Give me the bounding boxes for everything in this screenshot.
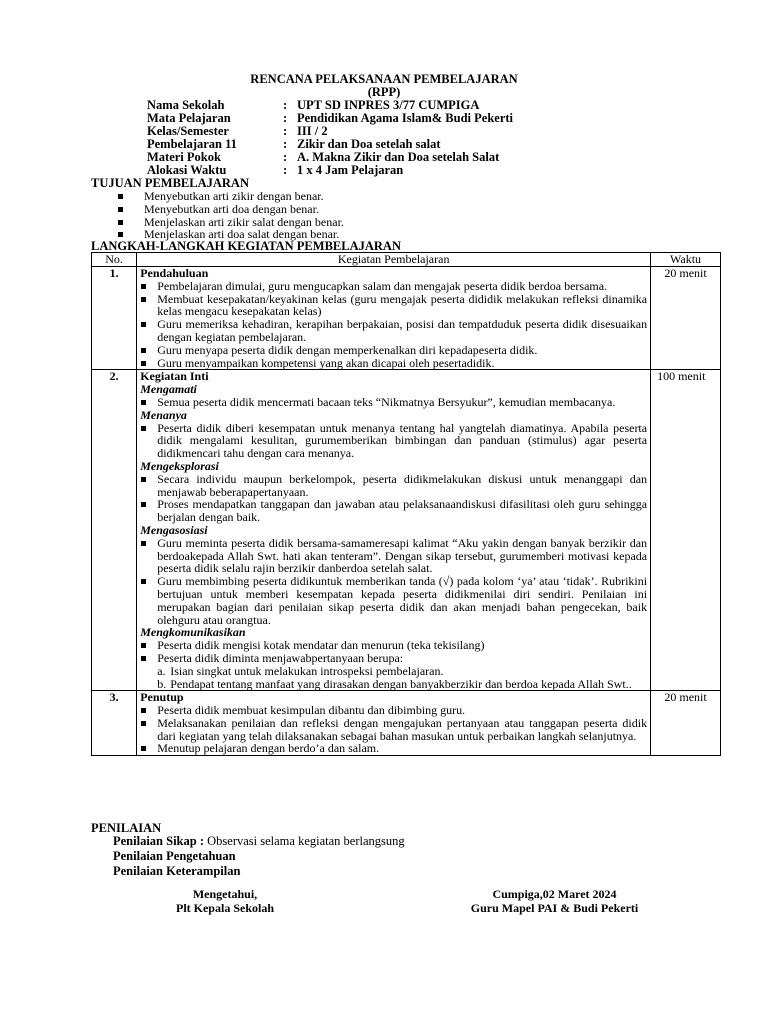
list-item-text: Guru membimbing peserta didikuntuk memberikan tanda (√) pada kolom ‘ya’ atau ‘tidak’. Rubrikini bertujuan untuk memberi kesempatan kepada peserta didikmenilai diri sendiri. Penilaian ini merupakan bagian dari penilaian sikap peserta didik dan akan menjadi bahan pengecekan, baik olehguru atau orangtua. (157, 574, 648, 627)
bullet-square-icon (141, 656, 146, 661)
row-kegiatan (137, 267, 651, 370)
bullet-square-icon (141, 502, 146, 507)
penilaian-block (113, 834, 405, 879)
row-number: 3. (92, 691, 137, 756)
list-item-text: Membuat kesepakatan/keyakinan kelas (guru mengajak peserta dididik melakukan refleksi dinamika kelas mengacu kesepakatan kelas) (157, 291, 648, 319)
row-waktu: 20 menit (651, 691, 721, 756)
identity-value: Pendidikan Agama Islam& Budi Pekerti (297, 111, 513, 125)
identity-label: Alokasi Waktu (147, 163, 227, 177)
penilaian-pengetahuan: Penilaian Pengetahuan (113, 849, 236, 863)
list-item-text: Menyebutkan arti doa dengan benar. (144, 201, 319, 216)
bullet-square-icon (118, 207, 123, 212)
list-item (140, 498, 647, 524)
bullet-square-icon (141, 297, 146, 302)
list-item-text: Melaksanakan penilaian dan refleksi dengan mengajukan pertanyaan atau tanggapan peserta didik dari kegiatan yang telah dilaksanakan sebagai bahan masukan untuk perbaikan langkah selanjutnya. (157, 715, 648, 743)
identity-value: Zikir dan Doa setelah salat (297, 137, 441, 151)
identity-label: Materi Pokok (147, 150, 221, 164)
list-item (140, 678, 647, 691)
list-item-text: Menyebutkan arti zikir dengan benar. (144, 189, 324, 203)
list-item-text: Menjelaskan arti doa salat dengan benar. (144, 227, 340, 242)
activity-list (140, 639, 647, 665)
row-waktu: 100 menit (651, 370, 721, 691)
answer-type-list (140, 665, 647, 691)
list-item-text: Peserta didik diberi kesempatan untuk menanya tentang hal yangtelah diamatinya. Apabila peserta didik mengalami kesulitan, gurumemberikan bimbingan dan panduan (stimulus) agar peserta didikmencari tahu dengan cara menanya. (157, 420, 648, 461)
penilaian-keterampilan: Penilaian Keterampilan (113, 864, 241, 878)
list-item-text: Secara individu maupun berkelompok, peserta didikmelakukan diskusi untuk menanggapi dan menjawab beberapapertanyaan. (157, 471, 648, 499)
bullet-square-icon (141, 322, 146, 327)
activity-list (140, 422, 647, 460)
list-item (140, 318, 647, 344)
identity-value: UPT SD INPRES 3/77 CUMPIGA (297, 98, 480, 112)
penilaian-sikap (113, 834, 405, 849)
list-item (140, 357, 647, 370)
list-item-text: Guru menyampaikan kompetensi yang akan dicapai oleh pesertadidik. (157, 355, 495, 370)
row-waktu: 20 menit (651, 267, 721, 370)
identity-block (147, 99, 513, 177)
signature-right-line2: Guru Mapel PAI & Budi Pekerti (470, 901, 639, 915)
bullet-square-icon (141, 579, 146, 584)
list-item-text: Pendapat tentang manfaat yang dirasakan dengan banyakberzikir dan berdoa kepada Allah Swt.. (170, 676, 632, 691)
identity-label: Kelas/Semester (147, 124, 229, 138)
list-item-text: Guru meminta peserta didik bersama-samameresapi kalimat “Aku yakin dengan banyak berzikir dan berdoakepada Allah Swt. hati akan tenteram”. Dengan sikap tersebut, gurumemberi motivasi kepada peserta didik selalu rajin berzikir danberdoa setelah salat. (157, 535, 648, 576)
subsection-mengamati: Mengamati (140, 382, 197, 397)
row-number: 2. (92, 370, 137, 691)
kegiatan-table (91, 252, 721, 756)
bullet-square-icon (141, 746, 146, 751)
bullet-square-icon (141, 426, 146, 431)
bullet-square-icon (141, 708, 146, 713)
identity-separator: : (283, 163, 288, 177)
penilaian-sikap-label: Penilaian Sikap : (113, 834, 204, 848)
list-marker: a. (157, 663, 166, 678)
list-item-text: Pembelajaran dimulai, guru mengucapkan salam dan mengajak peserta didik berdoa bersama. (157, 278, 608, 293)
bullet-square-icon (141, 361, 146, 366)
bullet-square-icon (141, 348, 146, 353)
activity-list (140, 537, 647, 627)
list-item (140, 473, 647, 499)
section-title: Penutup (140, 690, 184, 705)
row-kegiatan (137, 691, 651, 756)
bullet-square-icon (141, 643, 146, 648)
langkah-heading: LANGKAH-LANGKAH KEGIATAN PEMBELAJARAN (91, 239, 401, 253)
row-kegiatan (137, 370, 651, 691)
penilaian-heading: PENILAIAN (91, 821, 162, 835)
list-item (140, 422, 647, 460)
list-item (140, 537, 647, 575)
list-item-text: Proses mendapatkan tanggapan dan jawaban atau pelaksanaandiskusi difasilitasi oleh guru sehingga berjalan dengan baik. (157, 497, 648, 525)
list-item (140, 742, 647, 755)
identity-value: 1 x 4 Jam Pelajaran (297, 163, 404, 177)
identity-label: Mata Pelajaran (147, 111, 231, 125)
section-title: Pendahuluan (140, 266, 209, 280)
identity-separator: : (283, 137, 288, 151)
identity-value: A. Makna Zikir dan Doa setelah Salat (297, 150, 500, 164)
list-item-text: Menutup pelajaran dengan berdo’a dan salam. (157, 741, 380, 756)
subsection-mengasosiasi: Mengasosiasi (140, 522, 208, 537)
identity-label: Pembelajaran 11 (147, 137, 237, 151)
identity-value: III / 2 (297, 124, 328, 138)
bullet-square-icon (118, 194, 123, 199)
bullet-square-icon (141, 721, 146, 726)
subsection-menanya: Menanya (140, 407, 187, 422)
list-item-text: Peserta didik membuat kesimpulan dibantu dan dibimbing guru. (157, 703, 466, 718)
subsection-mengeksplorasi: Mengeksplorasi (140, 458, 219, 473)
list-marker: b. (157, 676, 167, 691)
signature-left-line1: Mengetahui, (192, 887, 258, 901)
bullet-square-icon (141, 400, 146, 405)
activity-list (140, 473, 647, 524)
column-header-no: No. (92, 253, 137, 267)
activity-list (140, 704, 647, 755)
list-item-text: Peserta didik diminta menjawabpertanyaan berupa: (157, 650, 404, 665)
signature-right-line1: Cumpiga,02 Maret 2024 (492, 887, 617, 901)
identity-separator: : (283, 111, 288, 125)
column-header-waktu: Waktu (651, 253, 721, 267)
penilaian-sikap-text: Observasi selama kegiatan berlangsung (204, 834, 405, 848)
bullet-square-icon (118, 220, 123, 225)
identity-separator: : (283, 124, 288, 138)
section-title: Kegiatan Inti (140, 369, 209, 384)
identity-label: Nama Sekolah (147, 98, 225, 112)
signature-right (452, 887, 657, 915)
list-item-text: Guru memeriksa kehadiran, kerapihan berpakaian, posisi dan tempatduduk peserta didik disesuaikan dengan kegiatan pembelajaran. (157, 317, 648, 344)
bullet-square-icon (141, 284, 146, 289)
list-item-text: Peserta didik mengisi kotak mendatar dan menurun (teka tekisilang) (157, 638, 485, 653)
column-header-kegiatan: Kegiatan Pembelajaran (137, 253, 651, 267)
identity-separator: : (283, 98, 288, 112)
bullet-square-icon (118, 232, 123, 237)
list-item (140, 293, 647, 319)
activity-list (140, 280, 647, 370)
row-number: 1. (92, 267, 137, 370)
signature-left-line2: Plt Kepala Sekolah (175, 901, 274, 915)
list-item-text: Menjelaskan arti zikir salat dengan benar. (144, 214, 344, 229)
bullet-square-icon (141, 541, 146, 546)
document-title: RENCANA PELAKSANAAN PEMBELAJARAN (250, 72, 518, 86)
table-row-kegiatan-inti (92, 370, 721, 691)
table-row-pendahuluan (92, 267, 721, 370)
list-item-text: Isian singkat untuk melakukan introspeksi pembelajaran. (170, 663, 444, 678)
tujuan-heading: TUJUAN PEMBELAJARAN (91, 176, 249, 190)
list-item-text: Guru menyapa peserta didik dengan memperkenalkan diri kepadapeserta didik. (157, 342, 538, 357)
table-row-penutup (92, 691, 721, 756)
bullet-square-icon (141, 477, 146, 482)
table-header-row (92, 253, 721, 267)
list-item-text: Semua peserta didik mencermati bacaan teks “Nikmatnya Bersyukur”, kemudian membacanya. (157, 394, 616, 409)
list-item (140, 717, 647, 743)
subsection-mengkomunikasikan: Mengkomunikasikan (140, 625, 246, 640)
list-item (140, 575, 647, 626)
document-subtitle: (RPP) (367, 85, 401, 99)
tujuan-list (118, 190, 344, 241)
signature-left (150, 887, 300, 915)
identity-separator: : (283, 150, 288, 164)
list-item (140, 396, 647, 409)
activity-list (140, 396, 647, 409)
